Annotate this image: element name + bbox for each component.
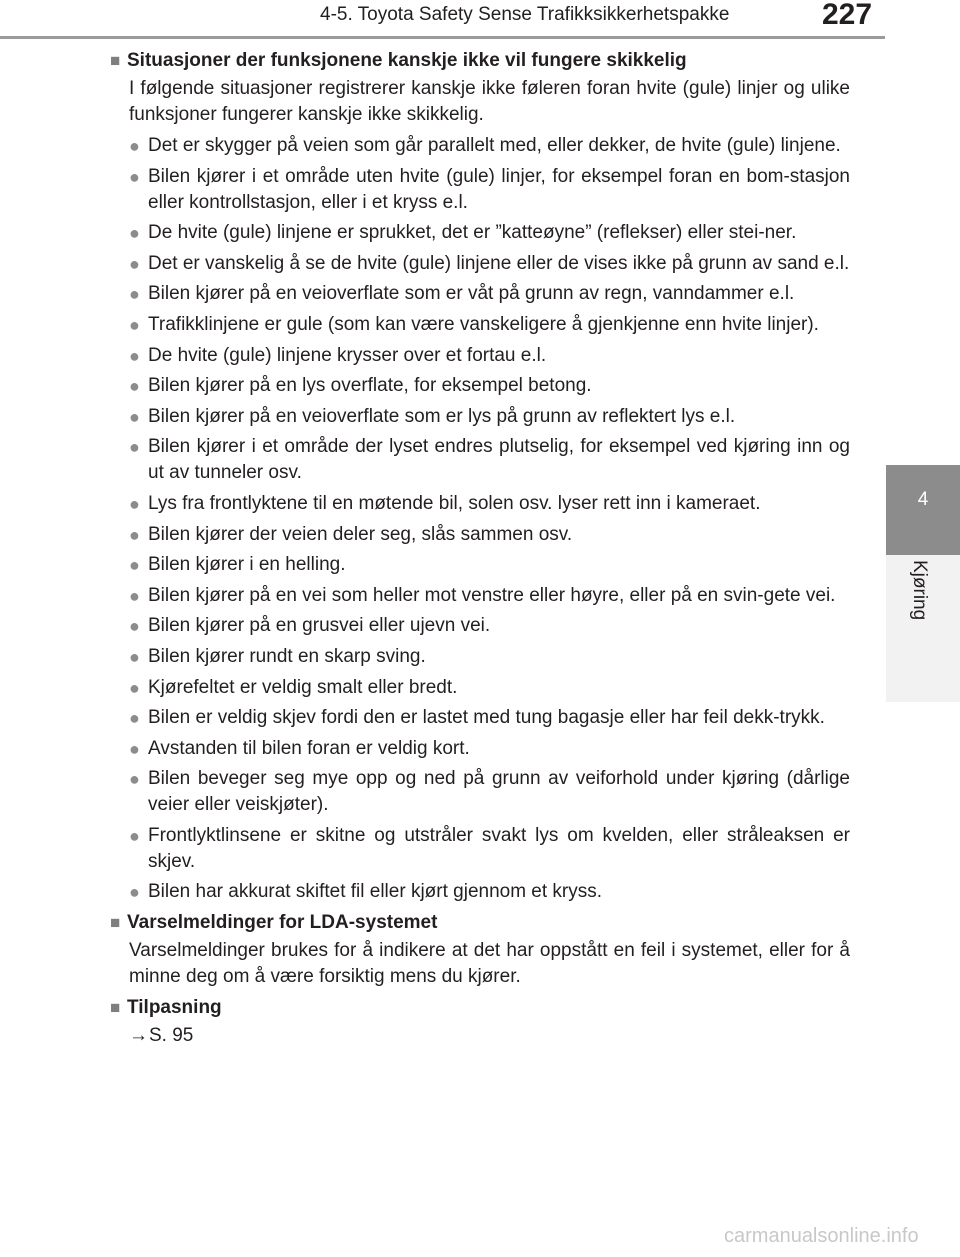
list-item-text: Bilen beveger seg mye opp og ned på grunn av veiforhold under kjøring (dårlige veier eller veiskjøter). [148,768,850,816]
section-intro: I følgende situasjoner registrerer kanskje ikke føleren foran hvite (gule) linjer og ulike funksjoner fungerer kanskje ikke skikkelig. [129,78,850,125]
list-item [112,434,850,486]
circle-bullet-icon: ● [129,616,140,637]
list-item [112,823,850,875]
circle-bullet-icon: ● [129,314,140,335]
list-item [112,675,850,701]
circle-bullet-icon: ● [129,437,140,458]
chapter-tab [886,465,960,555]
list-item-text: Bilen kjører i en helling. [148,554,346,576]
list-item [112,879,850,905]
list-item-text: Bilen kjører i et område uten hvite (gule) linjer, for eksempel foran en bom-stasjon eller kontrollstasjon, eller i et kryss e.l. [148,165,850,213]
page-reference-text: S. 95 [149,1025,194,1047]
chapter-label: Kjøring [909,560,930,621]
list-item-text: Bilen kjører på en vei som heller mot venstre eller høyre, eller på en svin-gete vei. [148,584,836,606]
list-item [112,343,850,369]
list-item [112,373,850,399]
list-item-text: De hvite (gule) linjene krysser over et fortau e.l. [148,344,547,366]
section-intro: Varselmeldinger brukes for å indikere at det har oppstått en feil i systemet, eller for å minne deg om å være forsiktig mens du kjører. [129,940,850,988]
circle-bullet-icon: ● [129,555,140,576]
situation-list [112,133,850,905]
list-item [112,220,850,246]
circle-bullet-icon: ● [129,677,140,698]
list-item [112,583,850,609]
section-heading-text: Varselmeldinger for LDA-systemet [127,912,438,934]
circle-bullet-icon: ● [129,223,140,244]
list-item [112,736,850,762]
list-item-text: De hvite (gule) linjene er sprukket, det er ”katteøyne” (reflekser) eller stei-ner. [148,222,797,244]
circle-bullet-icon: ● [129,376,140,397]
square-bullet-icon: ■ [110,51,121,70]
list-item [112,522,850,548]
circle-bullet-icon: ● [129,825,140,846]
list-item-text: Trafikklinjene er gule (som kan være vanskeligere å gjenkjenne enn hvite linjer). [148,313,819,335]
circle-bullet-icon: ● [129,882,140,903]
list-item [112,251,850,277]
running-header: 4-5. Toyota Safety Sense Trafikksikkerhetspakke [320,4,730,25]
list-item-text: Bilen har akkurat skiftet fil eller kjørt gjennom et kryss. [148,881,603,903]
list-item-text: Bilen kjører i et område der lyset endres plutselig, for eksempel ved kjøring inn og ut av tunneler osv. [148,436,850,484]
circle-bullet-icon: ● [129,738,140,759]
watermark: carmanualsonline.info [724,1225,919,1247]
list-item-text: Bilen kjører på en veioverflate som er lys på grunn av reflektert lys e.l. [148,405,736,427]
list-item [112,552,850,578]
list-item-text: Bilen kjører på en veioverflate som er våt på grunn av regn, vanndammer e.l. [148,283,795,305]
list-item [112,404,850,430]
list-item [112,491,850,517]
list-item-text: Bilen kjører der veien deler seg, slås sammen osv. [148,523,573,545]
page-content [112,46,850,1049]
list-item [112,644,850,670]
circle-bullet-icon: ● [129,646,140,667]
list-item [112,281,850,307]
page-reference[interactable] [112,1023,850,1049]
circle-bullet-icon: ● [129,136,140,156]
list-item [112,133,850,159]
list-item [112,766,850,818]
circle-bullet-icon: ● [129,253,140,274]
list-item-text: Frontlyktlinsene er skitne og utstråler svakt lys om kvelden, eller stråleaksen er skjev. [148,824,850,872]
list-item-text: Kjørefeltet er veldig smalt eller bredt. [148,676,458,698]
list-item-text: Det er skygger på veien som går parallelt med, eller dekker, de hvite (gule) linjene. [148,135,841,156]
list-item [112,164,850,216]
list-item [112,705,850,731]
circle-bullet-icon: ● [129,493,140,514]
circle-bullet-icon: ● [129,345,140,366]
section-heading [112,995,850,1021]
circle-bullet-icon: ● [129,708,140,729]
list-item-text: Bilen er veldig skjev fordi den er lastet med tung bagasje eller har feil dekk-trykk. [148,707,825,729]
header-divider [0,36,885,39]
list-item [112,613,850,639]
list-item-text: Bilen kjører på en grusvei eller ujevn vei. [148,615,491,637]
list-item-text: Avstanden til bilen foran er veldig kort. [148,737,470,759]
chapter-number: 4 [917,489,929,510]
section-heading-text: Tilpasning [127,997,222,1019]
section-heading [112,910,850,936]
circle-bullet-icon: ● [129,406,140,427]
square-bullet-icon: ■ [110,998,121,1018]
circle-bullet-icon: ● [129,166,140,187]
circle-bullet-icon: ● [129,769,140,790]
circle-bullet-icon: ● [129,585,140,606]
list-item-text: Lys fra frontlyktene til en møtende bil, solen osv. lyser rett inn i kameraet. [148,492,761,514]
circle-bullet-icon: ● [129,524,140,545]
list-item-text: Det er vanskelig å se de hvite (gule) linjene eller de vises ikke på grunn av sand e.l. [148,252,850,274]
section-heading-text: Situasjoner der funksjonene kanskje ikke vil fungere skikkelig [127,50,687,71]
section-heading [112,48,850,74]
list-item-text: Bilen kjører på en lys overflate, for eksempel betong. [148,375,592,397]
circle-bullet-icon: ● [129,284,140,305]
page-number: 227 [822,0,873,31]
list-item [112,312,850,338]
square-bullet-icon: ■ [110,913,121,933]
list-item-text: Bilen kjører rundt en skarp sving. [148,645,426,667]
arrow-right-icon: → [129,1025,148,1047]
